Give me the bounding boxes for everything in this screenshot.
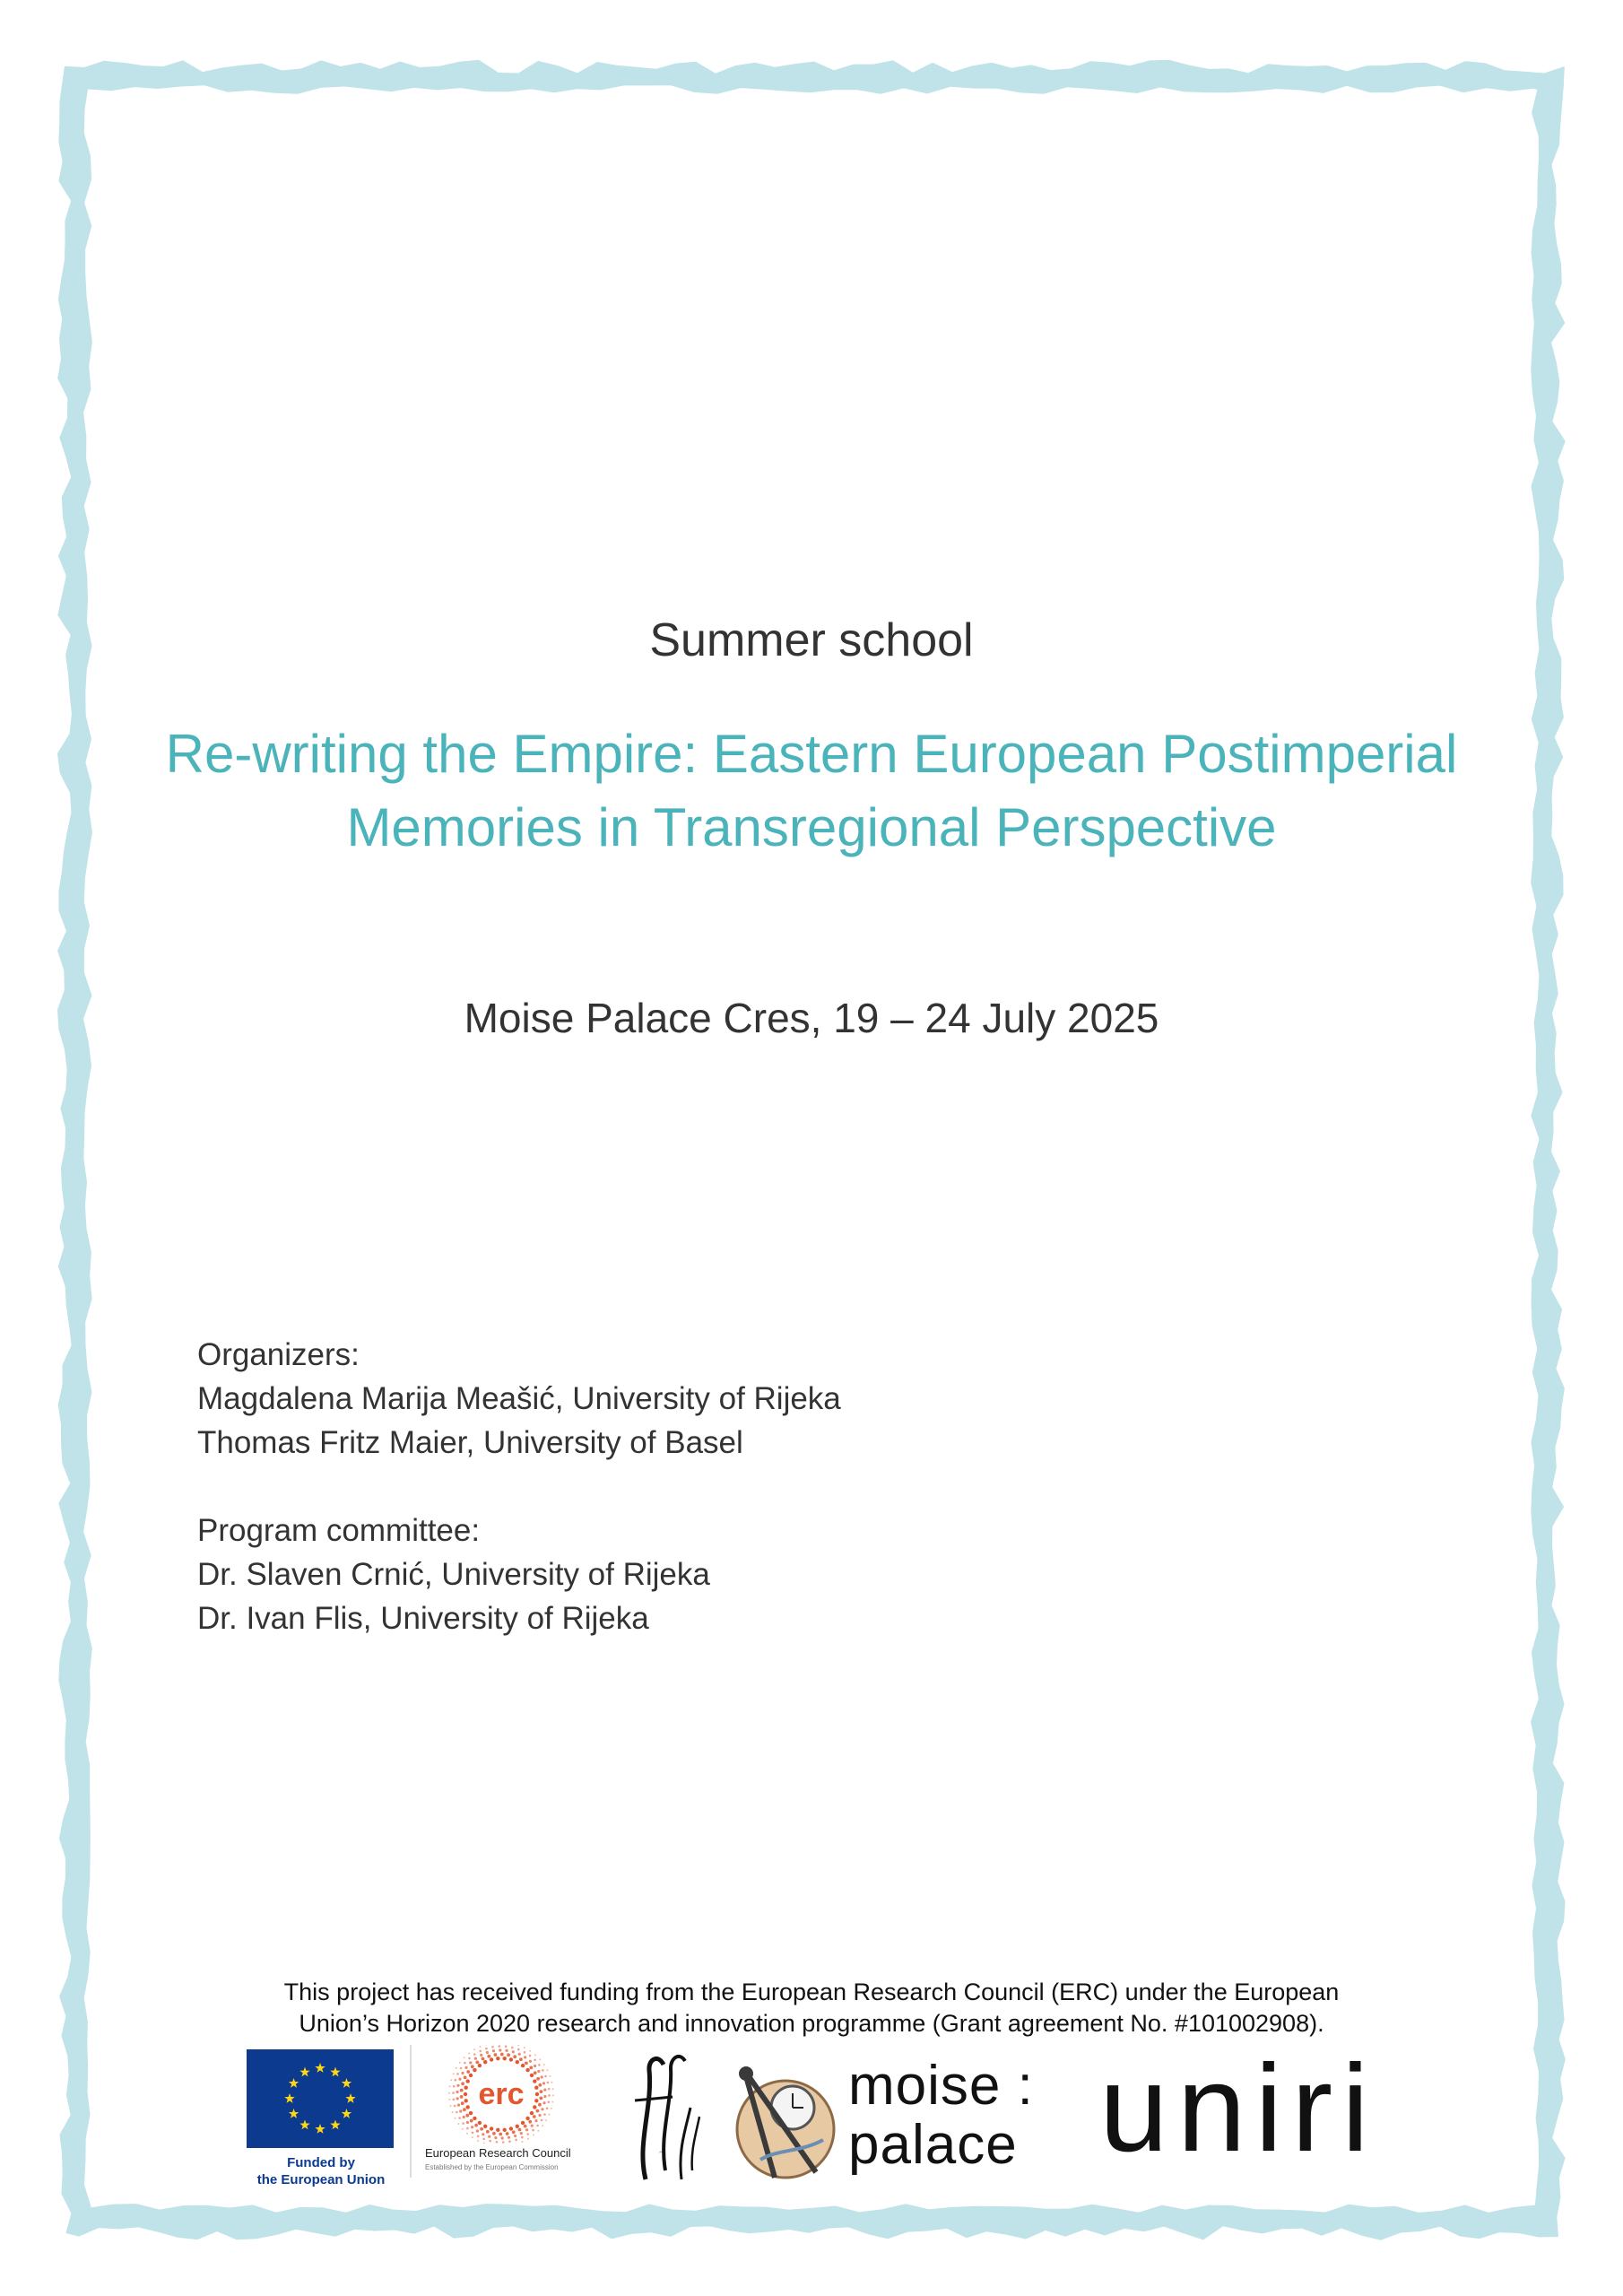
erc-dot-icon (482, 2057, 485, 2061)
erc-dot-icon (462, 2128, 464, 2130)
erc-dot-icon (538, 2064, 541, 2066)
erc-dot-icon (455, 2079, 457, 2082)
erc-dot-icon (475, 2061, 479, 2065)
erc-dot-icon (542, 2082, 545, 2084)
eu-text-line-1: Funded by (287, 2155, 355, 2170)
erc-mark: erc (478, 2077, 525, 2111)
venue-date: Moise Palace Cres, 19 – 24 July 2025 (464, 995, 1159, 1041)
erc-dot-icon (473, 2117, 476, 2120)
erc-dot-icon (464, 2057, 465, 2058)
eu-funded-text (240, 2154, 402, 2188)
erc-dot-icon (551, 2082, 553, 2083)
erc-dot-icon (465, 2114, 469, 2118)
erc-dot-icon (464, 2066, 467, 2069)
erc-dot-icon (538, 2114, 541, 2117)
erc-dot-icon (466, 2121, 469, 2124)
erc-dot-icon (541, 2075, 543, 2078)
erc-dot-icon (500, 2053, 504, 2057)
erc-dot-icon (548, 2100, 551, 2103)
eu-text-line-2: the European Union (256, 2172, 386, 2187)
erc-dot-icon (468, 2053, 470, 2055)
erc-dot-icon (469, 2074, 473, 2077)
erc-dot-icon (542, 2125, 543, 2126)
event-type: Summer school (649, 614, 974, 666)
erc-dot-icon (529, 2066, 533, 2070)
erc-dot-icon (496, 2128, 499, 2132)
erc-dot-icon (499, 2048, 501, 2051)
erc-dot-icon (490, 2126, 493, 2130)
erc-dot-icon (516, 2060, 519, 2064)
erc-dot-icon (540, 2090, 543, 2093)
erc-dot-icon (464, 2086, 468, 2090)
erc-dot-icon (494, 2136, 497, 2139)
erc-dot-icon (487, 2055, 490, 2058)
erc-dot-icon (468, 2057, 471, 2060)
organizers-heading: Organizers: (197, 1337, 360, 1372)
erc-dot-icon (513, 2055, 516, 2058)
erc-dot-icon (477, 2140, 479, 2142)
funding-line-2: Union’s Horizon 2020 research and innovation programme (Grant agreement No. #101002908). (299, 2010, 1324, 2037)
erc-dot-icon (472, 2132, 474, 2135)
erc-logo (434, 2045, 568, 2144)
erc-dot-icon (491, 2046, 494, 2048)
erc-dot-icon (502, 2141, 505, 2144)
erc-dot-icon (511, 2047, 514, 2049)
erc-dot-icon (494, 2053, 498, 2057)
erc-dot-icon (478, 2121, 482, 2125)
committee-heading: Program committee: (197, 1513, 481, 1548)
erc-dot-icon (519, 2057, 523, 2061)
erc-dot-icon (525, 2128, 528, 2131)
erc-dot-icon (522, 2141, 524, 2143)
erc-dot-icon (534, 2059, 536, 2062)
erc-dot-icon (496, 2141, 499, 2144)
erc-dot-icon (533, 2079, 536, 2083)
erc-dot-icon (474, 2057, 477, 2060)
erc-dot-icon (538, 2083, 542, 2087)
erc-dot-icon (527, 2138, 529, 2140)
erc-dot-icon (448, 2099, 450, 2100)
erc-dot-icon (450, 2079, 452, 2081)
erc-dot-icon (515, 2139, 517, 2142)
erc-dot-icon (452, 2111, 454, 2113)
erc-dot-icon (473, 2048, 475, 2050)
erc-dot-icon (524, 2051, 526, 2054)
erc-dot-icon (548, 2114, 550, 2116)
erc-dot-icon (456, 2111, 458, 2114)
erc-dot-icon (539, 2097, 542, 2100)
erc-dot-icon (480, 2054, 482, 2057)
erc-dot-icon (476, 2130, 479, 2133)
erc-dot-icon (480, 2046, 482, 2048)
erc-dot-icon (544, 2075, 547, 2078)
erc-dot-icon (469, 2111, 473, 2115)
erc-dot-icon (480, 2127, 483, 2131)
erc-dot-icon (543, 2089, 546, 2092)
event-title-line-1: Re-writing the Empire: Eastern European Postimperial (165, 724, 1458, 784)
erc-dot-icon (531, 2125, 534, 2127)
erc-dot-icon (459, 2062, 461, 2064)
erc-dot-icon (543, 2064, 545, 2066)
erc-dot-icon (534, 2065, 536, 2067)
erc-dot-icon (462, 2122, 464, 2125)
erc-dot-icon (534, 2099, 538, 2102)
erc-dot-icon (449, 2085, 451, 2087)
organizer-2: Thomas Fritz Maier, University of Basel (197, 1425, 743, 1460)
erc-dot-icon (458, 2117, 461, 2119)
erc-dot-icon (496, 2057, 499, 2060)
erc-dot-icon (473, 2053, 476, 2056)
eu-flag-logo (247, 2049, 394, 2148)
erc-dot-icon (538, 2103, 542, 2107)
erc-dot-icon (492, 2132, 496, 2135)
erc-dot-icon (482, 2138, 485, 2141)
erc-dot-icon (517, 2048, 520, 2051)
moise-wordmark-line-1: moise : (848, 2055, 1034, 2117)
erc-dot-icon (533, 2135, 534, 2136)
erc-dot-icon (517, 2045, 519, 2046)
erc-dot-icon (459, 2109, 462, 2112)
erc-dot-icon (541, 2108, 543, 2110)
committee-member-1: Dr. Slaven Crnić, University of Rijeka (197, 1557, 710, 1592)
erc-dot-icon (545, 2119, 547, 2121)
erc-dot-icon (477, 2135, 480, 2138)
erc-dot-icon (464, 2062, 466, 2065)
moise-compass-emblem (725, 2063, 841, 2184)
erc-dot-icon (525, 2062, 528, 2066)
erc-dot-icon (469, 2061, 472, 2064)
erc-dot-icon (466, 2079, 470, 2083)
erc-dot-icon (505, 2045, 508, 2048)
ffri-mark: ffri (659, 2152, 663, 2153)
erc-dot-icon (453, 2085, 456, 2088)
erc-dot-icon (461, 2101, 464, 2105)
erc-dot-icon (483, 2125, 487, 2128)
erc-dot-icon (516, 2125, 519, 2128)
erc-dot-icon (460, 2067, 463, 2070)
erc-dot-icon (488, 2135, 490, 2138)
erc-dot-icon (454, 2105, 456, 2108)
erc-dot-icon (542, 2069, 544, 2072)
erc-dot-icon (506, 2132, 509, 2135)
erc-dot-icon (472, 2136, 473, 2138)
erc-dot-icon (486, 2130, 490, 2134)
erc-dot-icon (501, 2136, 504, 2139)
erc-name: European Research Council (425, 2146, 571, 2160)
erc-dot-icon (548, 2088, 551, 2091)
erc-dot-icon (535, 2092, 539, 2096)
erc-dot-icon (456, 2091, 459, 2093)
erc-dot-icon (528, 2120, 532, 2124)
erc-dot-icon (456, 2067, 457, 2069)
erc-dot-icon (537, 2130, 539, 2132)
erc-dot-icon (552, 2088, 554, 2090)
erc-dot-icon (521, 2136, 524, 2139)
erc-dot-icon (473, 2068, 476, 2072)
erc-dot-icon (478, 2064, 482, 2067)
erc-dot-icon (474, 2124, 478, 2127)
erc-dot-icon (533, 2115, 536, 2118)
erc-dot-icon (524, 2056, 526, 2058)
organizers-section (197, 1333, 1363, 1465)
erc-dot-icon (506, 2049, 508, 2052)
erc-dot-icon (461, 2082, 464, 2085)
erc-dot-icon (536, 2077, 540, 2081)
erc-dot-icon (466, 2070, 470, 2074)
erc-dot-icon (543, 2113, 546, 2116)
erc-dot-icon (529, 2055, 532, 2057)
moise-wordmark-line-2: palace (848, 2114, 1018, 2176)
erc-dot-icon (463, 2116, 465, 2118)
erc-dot-icon (464, 2092, 467, 2096)
erc-dot-icon (551, 2108, 552, 2109)
erc-dot-icon (507, 2053, 510, 2057)
erc-dot-icon (483, 2060, 487, 2064)
erc-dot-icon (466, 2127, 469, 2130)
erc-dot-icon (547, 2069, 549, 2071)
erc-dot-icon (532, 2129, 534, 2132)
erc-dot-icon (456, 2073, 459, 2075)
erc-dot-icon (534, 2054, 536, 2056)
erc-dot-icon (508, 2136, 510, 2139)
committee-member-2: Dr. Ivan Flis, University of Rijeka (197, 1601, 649, 1636)
ffri-logo (619, 2045, 704, 2188)
erc-dot-icon (452, 2092, 455, 2094)
erc-dot-icon (551, 2101, 553, 2103)
erc-dot-icon (471, 2126, 473, 2128)
erc-dot-icon (482, 2133, 484, 2135)
erc-dot-icon (521, 2121, 525, 2125)
erc-dot-icon (530, 2111, 534, 2115)
erc-dot-icon (526, 2133, 529, 2135)
erc-dot-icon (471, 2065, 474, 2068)
erc-dot-icon (461, 2072, 464, 2074)
erc-dot-icon (534, 2119, 537, 2122)
erc-dot-icon (525, 2117, 529, 2120)
organizer-1: Magdalena Marija Meašić, University of Rijeka (197, 1381, 841, 1416)
erc-dot-icon (490, 2057, 493, 2061)
erc-dot-icon (460, 2095, 464, 2099)
erc-dot-icon (463, 2108, 466, 2111)
uniri-logo: uniri (1099, 2039, 1378, 2178)
erc-dot-icon (483, 2143, 485, 2144)
erc-dot-icon (524, 2125, 527, 2128)
erc-dot-icon (460, 2089, 464, 2092)
erc-dot-icon (503, 2128, 507, 2132)
erc-dot-icon (489, 2140, 491, 2143)
erc-dot-icon (512, 2130, 516, 2134)
event-title (143, 718, 1480, 865)
erc-dot-icon (514, 2135, 516, 2137)
erc-dot-icon (479, 2050, 482, 2053)
erc-dot-icon (533, 2105, 536, 2109)
erc-dot-icon (456, 2084, 459, 2087)
erc-dot-icon (529, 2060, 532, 2063)
erc-subtext: Established by the European Commission (425, 2163, 559, 2171)
erc-dot-icon (512, 2050, 515, 2053)
erc-dot-icon (536, 2109, 540, 2113)
erc-dot-icon (458, 2078, 461, 2081)
erc-dot-icon (552, 2094, 554, 2096)
erc-dot-icon (486, 2051, 489, 2054)
erc-dot-icon (453, 2073, 455, 2074)
erc-dot-icon (470, 2119, 473, 2123)
funding-notice (143, 1977, 1480, 2039)
erc-dot-icon (539, 2058, 541, 2060)
erc-dot-icon (466, 2105, 470, 2109)
erc-dot-icon (529, 2050, 531, 2052)
erc-dot-icon (518, 2128, 522, 2132)
erc-dot-icon (548, 2094, 551, 2097)
erc-dot-icon (524, 2047, 525, 2048)
erc-dot-icon (448, 2092, 450, 2094)
erc-dot-icon (464, 2076, 467, 2080)
funding-line-1: This project has received funding from the European Research Council (ERC) under the European (283, 1979, 1340, 2005)
erc-dot-icon (450, 2105, 452, 2107)
erc-dot-icon (456, 2097, 459, 2100)
erc-dot-icon (534, 2071, 537, 2074)
erc-dot-icon (457, 2104, 460, 2107)
committee-section (197, 1509, 1363, 1640)
erc-dot-icon (499, 2133, 502, 2136)
erc-dot-icon (541, 2119, 543, 2122)
erc-dot-icon (542, 2101, 545, 2104)
moise-palace-wordmark (848, 2057, 1034, 2175)
erc-dot-icon (466, 2133, 468, 2135)
erc-dot-icon (464, 2099, 468, 2102)
erc-dot-icon (492, 2049, 495, 2052)
erc-dot-icon (534, 2086, 538, 2090)
erc-dot-icon (518, 2053, 521, 2056)
erc-dot-icon (455, 2118, 456, 2119)
logo-divider (410, 2045, 412, 2178)
erc-dot-icon (457, 2123, 459, 2125)
erc-dot-icon (547, 2082, 550, 2084)
erc-dot-icon (530, 2074, 534, 2077)
erc-dot-icon (508, 2140, 511, 2143)
erc-dot-icon (503, 2057, 507, 2060)
erc-dot-icon (525, 2068, 529, 2072)
erc-dot-icon (536, 2125, 539, 2127)
erc-dot-icon (509, 2057, 513, 2061)
erc-dot-icon (521, 2064, 525, 2067)
erc-dot-icon (509, 2126, 513, 2130)
erc-dot-icon (499, 2045, 501, 2048)
erc-dot-icon (453, 2099, 456, 2101)
erc-dot-icon (543, 2095, 546, 2098)
erc-dot-icon (549, 2075, 551, 2077)
event-title-line-2: Memories in Transregional Perspective (346, 797, 1277, 857)
erc-dot-icon (546, 2108, 549, 2110)
erc-dot-icon (485, 2048, 488, 2050)
erc-dot-icon (520, 2132, 523, 2135)
erc-dot-icon (537, 2070, 540, 2073)
